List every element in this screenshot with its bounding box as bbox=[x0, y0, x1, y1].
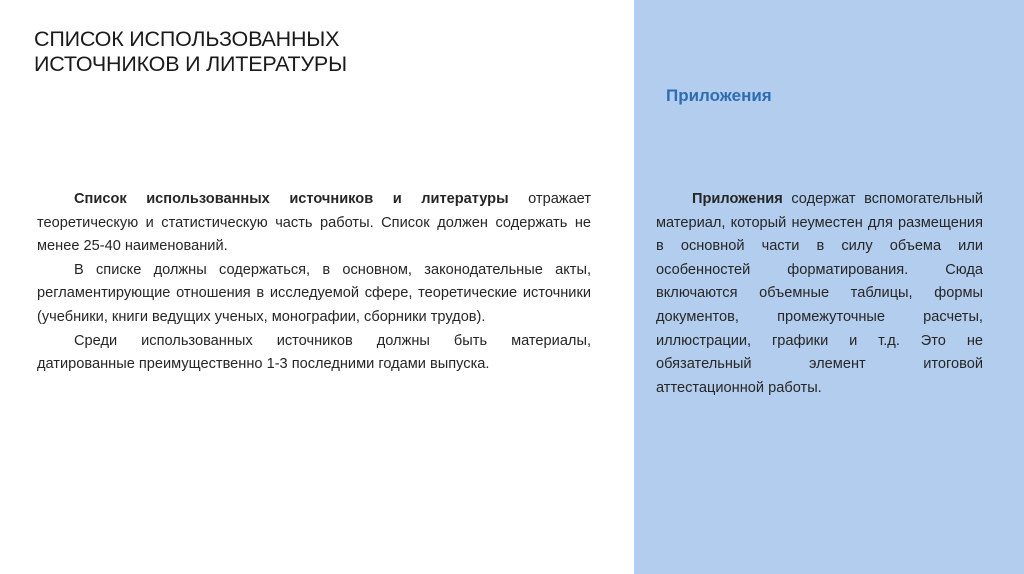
left-paragraph-3 bbox=[37, 330, 591, 377]
right-panel bbox=[634, 0, 1024, 574]
slide-title: СПИСОК ИСПОЛЬЗОВАННЫХ ИСТОЧНИКОВ И ЛИТЕРАТУРЫ bbox=[34, 27, 347, 76]
left-body-text bbox=[37, 188, 591, 377]
right-paragraph-bold: Приложения bbox=[692, 191, 783, 207]
left-paragraph-1-bold: Список использованных источников и литературы bbox=[74, 191, 509, 207]
left-paragraph-1 bbox=[37, 188, 591, 259]
right-body-text bbox=[656, 188, 983, 400]
right-paragraph-text: содержат вспомогательный материал, который неуместен для размещения в основной части в силу объема или особенностей форматирования. Сюда включаются объемные таблицы, формы документов, промежуточные расчеты, иллюстрации, графики и т.д. Это не обязательный элемент итоговой аттестационной работы. bbox=[656, 191, 983, 396]
left-paragraph-2 bbox=[37, 259, 591, 330]
left-paragraph-2-text: В списке должны содержаться, в основном, законодательные акты, регламентирующие отношения в исследуемой сфере, теоретические источники (учебники, книги ведущих ученых, монографии, сборники трудов). bbox=[37, 261, 591, 325]
appendix-heading: Приложения bbox=[666, 86, 772, 105]
right-paragraph bbox=[656, 188, 983, 400]
left-paragraph-1-text: отражает теоретическую и статистическую часть работы. Список должен содержать не менее 25-40 наименований. bbox=[37, 191, 591, 255]
left-paragraph-3-text: Среди использованных источников должны быть материалы, датированные преимущественно 1-3 последними годами выпуска. bbox=[37, 332, 591, 373]
